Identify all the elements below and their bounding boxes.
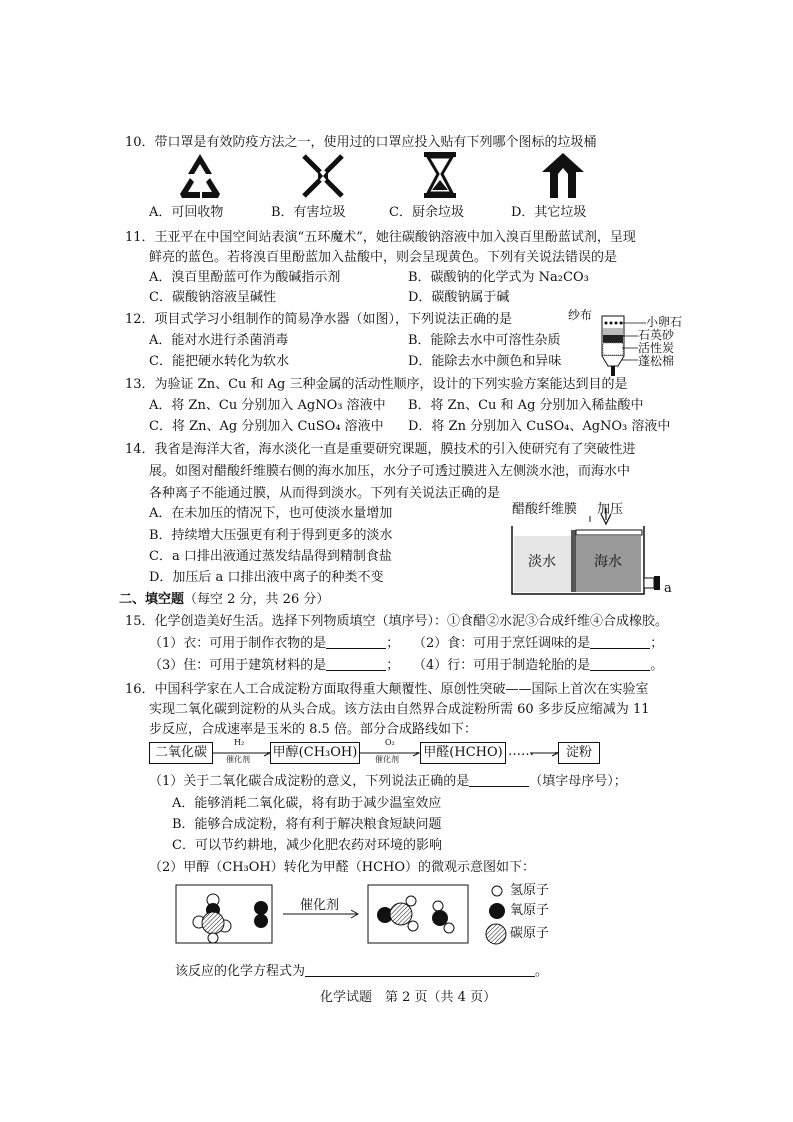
legend-carbon-icon	[485, 923, 507, 945]
q16-stem-1: 16．中国科学家在人工合成淀粉方面取得重大颠覆性、原创性突破——国际上首次在实验室	[125, 682, 649, 697]
q15-part-2	[413, 634, 663, 654]
membrane-label: 醋酸纤维膜	[512, 502, 578, 517]
q15-part-3-text: （3）住：可用于建筑材料的是	[149, 658, 327, 673]
q15-end: 。	[650, 658, 664, 673]
q16-option-b: B．能够合成淀粉，将有利于解决粮食短缺问题	[172, 817, 442, 832]
route-co2: 二氧化碳	[149, 742, 213, 764]
q16-equation-end: 。	[535, 964, 549, 979]
q16-stem-3: 步反应，合成速率是玉米的 8.5 倍。部分合成路线如下：	[149, 722, 477, 737]
q14-option-d: D．加压后 a 口排出液中离子的种类不变	[149, 570, 384, 585]
legend-carbon-label: 碳原子	[510, 926, 550, 941]
route-formaldehyde: 甲醛(HCHO)	[420, 742, 506, 764]
q15-answer-2-blank[interactable]	[590, 634, 650, 649]
q16-option-c: C．可以节约耕地，减少化肥农药对环境的影响	[172, 838, 442, 853]
q14-stem-1: 14．我省是海洋大省，海水淡化一直是重要研究课题，膜技术的引入使研究有了突破性进	[125, 442, 636, 457]
q16-part-1	[149, 772, 627, 792]
legend-oxygen-icon	[488, 902, 506, 920]
q12-option-b: B．能除去水中可溶性杂质	[408, 333, 561, 348]
route-reagent-2: O₂	[385, 738, 395, 747]
q13-option-c: C．将 Zn、Ag 分别加入 CuSO₄ 溶液中	[149, 419, 384, 434]
legend-hydrogen-icon	[490, 884, 504, 898]
filter-label-sand: 石英砂	[638, 328, 675, 342]
q13-option-d: D．将 Zn 分别加入 CuSO₄、AgNO₃ 溶液中	[408, 419, 671, 434]
other-waste-icon	[538, 150, 588, 200]
route-dots: ……	[508, 744, 534, 759]
q14-stem-3: 各种离子不能通过膜，从而得到淡水。下列有关说法正确的是	[149, 486, 501, 501]
q15-part-4-text: （4）行：可用于制造轮胎的是	[413, 658, 591, 673]
outlet-a-label: a	[664, 581, 672, 596]
q16-part-1-text: （1）关于二氧化碳合成淀粉的意义，下列说法正确的是	[149, 774, 470, 789]
legend-hydrogen-label: 氢原子	[510, 883, 550, 898]
q15-part-1	[149, 634, 399, 654]
q16-part-2: （2）甲醇（CH₃OH）转化为甲醛（HCHO）的微观示意图如下：	[149, 860, 536, 875]
micro-catalyst-label: 催化剂	[300, 898, 340, 913]
route-catalyst-1: 催化剂	[226, 755, 250, 764]
recycle-icon	[172, 150, 228, 200]
legend-oxygen-label: 氧原子	[510, 903, 550, 918]
fresh-water-label: 淡水	[528, 554, 556, 570]
q11-stem-1: 11．王亚平在中国空间站表演“五环魔术”，她往碳酸钠溶液中加入溴百里酚蓝试剂，呈现	[125, 230, 636, 245]
section-score-note: （每空 2 分，共 26 分）	[184, 592, 330, 607]
q13-option-a: A．将 Zn、Cu 分别加入 AgNO₃ 溶液中	[149, 398, 386, 413]
route-reagent-1: H₂	[234, 738, 245, 747]
q16-equation-blank[interactable]	[305, 962, 535, 977]
q14-option-a: A．在未加压的情况下，也可使淡水量增加	[149, 506, 393, 521]
q16-answer-1-blank[interactable]	[469, 772, 529, 787]
page-footer: 化学试题 第 2 页（共 4 页）	[320, 990, 497, 1005]
q10-option-d: D．其它垃圾	[511, 205, 587, 220]
q11-option-d: D．碳酸钠属于碱	[408, 290, 510, 305]
q11-option-b: B．碳酸钠的化学式为 Na₂CO₃	[408, 270, 589, 285]
route-catalyst-2: 催化剂	[375, 755, 399, 764]
q16-equation	[175, 962, 548, 982]
q12-option-d: D．能除去水中颜色和异味	[408, 354, 562, 369]
route-methanol: 甲醇(CH₃OH)	[270, 742, 360, 764]
q15-part-4	[413, 656, 663, 676]
sea-water-label: 海水	[594, 554, 622, 570]
q16-option-a: A．能够消耗二氧化碳，将有助于减少温室效应	[172, 796, 442, 811]
q16-equation-label: 该反应的化学方程式为	[175, 964, 306, 979]
q11-option-c: C．碳酸钠溶液呈碱性	[149, 290, 276, 305]
q10-stem: 10．带口罩是有效防疫方法之一，使用过的口罩应投入贴有下列哪个图标的垃圾桶	[125, 135, 597, 150]
q16-part-1-tail: （填字母序号）；	[529, 774, 627, 789]
q12-stem: 12．项目式学习小组制作的简易净水器（如图），下列说法正确的是	[125, 312, 513, 327]
q15-sep-2: ；	[650, 636, 664, 651]
q10-option-a: A．可回收物	[149, 205, 224, 220]
filter-label-gauze: 纱布	[568, 308, 593, 322]
kitchen-waste-icon	[420, 150, 460, 200]
q10-option-c: C．厨余垃圾	[389, 205, 464, 220]
q12-option-c: C．能把硬水转化为软水	[149, 354, 289, 369]
q14-option-c: C．a 口排出液通过蒸发结晶得到精制食盐	[149, 549, 392, 564]
q14-stem-2: 展。如图对醋酸纤维膜右侧的海水加压，水分子可透过膜进入左侧淡水池，而海水中	[149, 464, 631, 479]
q15-part-2-text: （2）食：可用于烹饪调味的是	[413, 636, 591, 651]
q13-stem: 13．为验证 Zn、Cu 和 Ag 三种金属的活动性顺序，设计的下列实验方案能达到目的是	[125, 377, 628, 392]
q15-sep-3: ；	[386, 658, 400, 673]
filter-leader-lines	[622, 320, 646, 366]
q10-option-b: B．有害垃圾	[271, 205, 346, 220]
q11-option-a: A．溴百里酚蓝可作为酸碱指示剂	[149, 270, 341, 285]
q13-option-b: B．将 Zn、Cu 和 Ag 分别加入稀盐酸中	[408, 398, 644, 413]
filter-label-carbon: 活性炭	[638, 341, 675, 355]
hazardous-icon	[298, 152, 348, 200]
q12-option-a: A．能对水进行杀菌消毒	[149, 333, 289, 348]
pressure-label: 加压	[597, 502, 624, 517]
q15-part-3	[149, 656, 399, 676]
q16-stem-2: 实现二氧化碳到淀粉的从头合成。该方法由自然界合成淀粉所需 60 多步反应缩减为 11	[149, 702, 650, 717]
q11-stem-2: 鲜亮的蓝色。若将溴百里酚蓝加入盐酸中，则会呈现黄色。下列有关说法错误的是	[149, 250, 618, 265]
filter-label-pebble: 小卵石	[646, 315, 683, 329]
section-title	[119, 590, 329, 610]
filter-label-cotton: 蓬松棉	[638, 354, 675, 368]
q15-answer-4-blank[interactable]	[590, 656, 650, 671]
section-title-text: 二、填空题	[119, 592, 185, 607]
q14-option-b: B．持续增大压强更有利于得到更多的淡水	[149, 528, 393, 543]
q15-answer-3-blank[interactable]	[326, 656, 386, 671]
route-starch: 淀粉	[558, 742, 600, 764]
route-arrow-3	[530, 752, 560, 760]
q15-sep-1: ；	[386, 636, 400, 651]
q15-stem: 15．化学创造美好生活。选择下列物质填空（填序号）：①食醋②水泥③合成纤维④合成橡胶。	[125, 614, 669, 629]
q15-answer-1-blank[interactable]	[326, 634, 386, 649]
q15-part-1-text: （1）衣：可用于制作衣物的是	[149, 636, 327, 651]
